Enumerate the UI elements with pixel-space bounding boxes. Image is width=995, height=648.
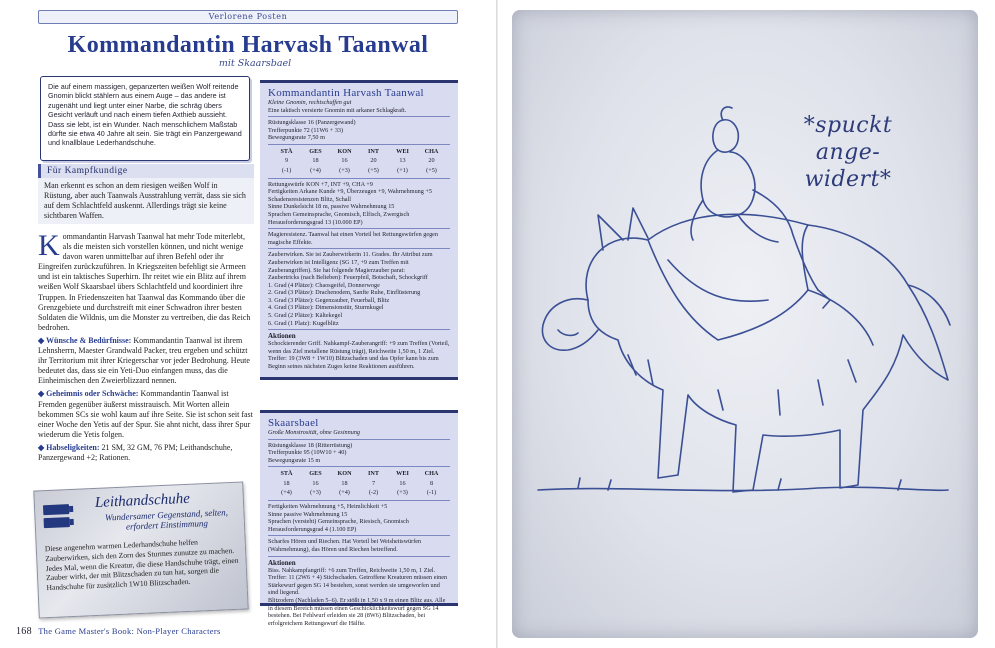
statblock-note: Eine taktisch versierte Gnomin mit arkaner Schlagkraft. xyxy=(268,106,407,114)
senses: Sinne Dunkelsicht 18 m, passive Wahrnehmung 15 xyxy=(268,203,395,211)
spell-slot: 6. Grad (1 Platz): Kugelblitz xyxy=(268,319,339,327)
divider xyxy=(268,248,450,249)
skills: Fertigkeiten Arkane Kunde +9, Überzeugen +9, Wahrnehmung +5 xyxy=(268,188,432,196)
ability-header: WEI xyxy=(396,147,409,155)
ability-value: 18 xyxy=(312,157,319,165)
quote-line: ange- xyxy=(815,140,881,165)
trait-keen-senses: Scharfes Hören und Riechen. Hat Vorteil bei Weisheitswürfen (Wahrnehmung), das Hören und Riechen betreffend. xyxy=(268,538,422,554)
languages: Sprachen Gemeinsprache, Gnomisch, Elfisch, Zwergisch xyxy=(268,210,410,218)
section-tab: Verlorene Posten xyxy=(38,10,458,24)
ability-header: INT xyxy=(367,147,379,155)
wuensche-text: Kommandantin Taanwal ist ihrem Lehnsherrn, Maester Grandwald Packer, treu ergeben und schützt ihr Territorium mit ihrer Kriegerschar vor jeder Bedrohung. Heute bedeutet das, dass sie ein Yeti-Duo einfangen muss, das die Einheimischen den Zweierblizzard nennen. xyxy=(38,335,250,386)
ability-mod: (+4) xyxy=(310,166,321,174)
ability-value: 18 xyxy=(341,479,348,487)
spellcasting: Zauberwirken. Sie ist Zauberwirkerin 11. Grades. Ihr Attribut zum Zauberwirken ist Intelligenz (SG 17, +9 zum Treffen mit Zauberangriffen). Sie hat folgende Magierzauber parat: xyxy=(268,251,433,274)
statblock-name: Kommandantin Harvash Taanwal xyxy=(268,87,424,99)
ability-mod: (+1) xyxy=(397,166,408,174)
item-subtitle: Wundersamer Gegenstand, selten, erfordert Einstimmung xyxy=(104,507,229,532)
ability-value: 7 xyxy=(371,479,376,487)
ability-header: KON xyxy=(337,470,352,478)
ability-header: INT xyxy=(367,470,379,478)
ability-header: STÄ xyxy=(280,470,293,478)
challenge: Herausforderungsgrad 4 (1.100 EP) xyxy=(268,525,357,533)
right-page xyxy=(498,0,995,648)
divider xyxy=(268,228,450,229)
geheimnis-label: ◆ Geheimnis oder Schwäche: xyxy=(38,389,139,399)
actions-heading: Aktionen xyxy=(268,332,296,341)
spell-slot: 5. Grad (2 Plätze): Kältekegel xyxy=(268,312,343,320)
npc-title: Kommandantin Harvash Taanwal xyxy=(67,32,429,58)
ability-mod: (+5) xyxy=(368,166,379,174)
hit-points: Trefferpunkte 72 (11W6 + 33) xyxy=(268,126,344,134)
spell-slot: 2. Grad (3 Plätze): Drachenodem, Sanfte Ruhe, Einflüsterung xyxy=(268,289,421,297)
ability-headers xyxy=(268,469,450,479)
divider xyxy=(268,556,450,557)
kampfkundige-heading: Für Kampfkundige xyxy=(38,164,254,178)
cantrips: Zaubertricks (nach Belieben): Feuerpfeil, Botschaft, Schockgriff xyxy=(268,274,428,282)
divider xyxy=(268,178,450,179)
npc-subtitle: mit Skaarsbael xyxy=(218,58,292,69)
ability-mods xyxy=(268,488,450,498)
ability-value: 20 xyxy=(370,157,377,165)
habe-text: 21 SM, 32 GM, 76 PM; Leithandschuhe, Panzergewand +2; Rationen. xyxy=(38,442,233,462)
ability-value: 8 xyxy=(429,479,434,487)
ability-mod: (+3) xyxy=(339,166,350,174)
ability-value: 16 xyxy=(312,479,319,487)
statblock-name: Skaarsbael xyxy=(268,417,319,429)
ability-value: 9 xyxy=(284,157,289,165)
ability-value: 16 xyxy=(399,479,406,487)
divider xyxy=(268,500,450,501)
ability-headers xyxy=(268,147,450,157)
ability-header: CHA xyxy=(424,470,439,478)
action-shocking-grasp: Schockierender Griff. Nahkampf-Zauberangriff: +9 zum Treffen (Vorteil, wenn das Ziel metallene Rüstung trägt), Reichweite 1,50 m, 1 Ziel. Treffer: 19 (3W8 + 1W10) Blitzschaden und das Opfer kann bis zum Beginn seines nächsten Zuges keine Reaktionen ausführen. xyxy=(268,340,450,371)
quote-line: widert* xyxy=(804,167,892,192)
left-page xyxy=(0,0,497,648)
ability-mod: (+3) xyxy=(310,489,321,497)
book-title: The Game Master's Book: Non-Player Characters xyxy=(38,626,221,636)
divider xyxy=(268,439,450,440)
armor-class: Rüstungsklasse 16 (Panzergewand) xyxy=(268,119,356,126)
statblock-taanwal xyxy=(260,80,458,380)
spell-slot: 1. Grad (4 Plätze): Chaosgeifel, Donnerwoge xyxy=(268,281,380,289)
senses: Sinne passive Wahrnehmung 15 xyxy=(268,510,348,518)
intro-paragraph xyxy=(38,229,254,333)
description-text: Die auf einem massigen, gepanzerten weißen Wolf reitende Gnomin blickt stählern aus einem Auge – das andere ist zugenäht und liegt unter einer Narbe, die schräg übers Gesicht verläuft und nach einem tiefen Axthieb aussieht. Dass sie lebt, ist ein Wunder. Nach menschlichem Maßstab dürfte sie etwa 40 Jahre alt sein. Sie trägt ein Panzergewand und knallblaue Lederhandschuhe. xyxy=(48,82,242,148)
languages: Sprachen (versteht) Gemeinsprache, Riesisch, Gnomisch xyxy=(268,518,409,526)
ability-header: CHA xyxy=(424,147,439,155)
drop-cap: K xyxy=(38,229,60,262)
spell-slot: 3. Grad (3 Plätze): Gegenzauber, Feuerball, Blitz xyxy=(268,296,390,304)
ability-values xyxy=(268,479,450,489)
page-number: 168 xyxy=(16,626,32,637)
gloves-icon xyxy=(41,500,76,533)
ability-values xyxy=(268,156,450,166)
ability-mod: (+5) xyxy=(426,166,437,174)
ability-mods xyxy=(268,166,450,176)
habe-label: ◆ Habseligkeiten: xyxy=(38,442,100,452)
statblock-type: Große Monstrosität, ohne Gesinnung xyxy=(268,429,361,436)
resistances: Schadensresistenzen Blitz, Schall xyxy=(268,195,351,203)
speed: Bewegungsrate 15 m xyxy=(268,456,321,464)
ability-header: GES xyxy=(309,470,322,478)
ability-header: KON xyxy=(337,147,352,155)
ability-header: WEI xyxy=(396,470,409,478)
item-card xyxy=(33,481,248,618)
ability-value: 18 xyxy=(283,479,290,487)
divider xyxy=(268,466,450,467)
challenge: Herausforderungsgrad 13 (10.000 EP) xyxy=(268,218,363,226)
description-box xyxy=(40,76,250,161)
divider xyxy=(268,144,450,145)
kampfkundige-text: Man erkennt es schon an dem riesigen weißen Wolf in Rüstung, aber auch Taanwals Ausstrahlung verrät, dass sie sich auf dem Schlachtfeld auskennt. Allerdings trägt sie keine sichtbaren Waffen. xyxy=(38,178,254,224)
ability-header: GES xyxy=(309,147,322,155)
item-text: Diese angenehm warmen Lederhandschuhe helfen Zauberwirken, sich den Zorn des Sturmes zunutze zu machen. Jedes Mal, wenn die Kreatur, die diese Handschuhe trägt, einen Zauber wirkt, der mit Blitzschaden zu tun hat, sorgen die Handschuhe für zusätzlich 1W10 Blitzschaden. xyxy=(44,537,239,593)
speed: Bewegungsrate 7,50 m xyxy=(268,134,325,142)
ability-value: 20 xyxy=(428,157,435,165)
wuensche-paragraph xyxy=(38,336,254,386)
ability-mod: (+3) xyxy=(397,489,408,497)
hit-points: Trefferpunkte 95 (10W10 + 40) xyxy=(268,449,347,457)
saving-throws: Rettungswürfe KON +7, INT +9, CHA +9 xyxy=(268,180,373,188)
quote-line: *spuckt xyxy=(803,113,893,138)
action-bite: Biss. Nahkampfangriff: +6 zum Treffen, Reichweite 1,50 m, 1 Ziel. Treffer: 11 (2W6 + 4) Stichschaden. Getroffene Kreaturen müssen einen Stärkewurf gegen SG 14 bestehen, sonst werden sie umgeworfen und sind liegend. xyxy=(268,566,448,597)
spell-slot: 4. Grad (3 Plätze): Dimensionstür, Sturmkugel xyxy=(268,304,384,312)
item-title: Leithandschuhe xyxy=(94,490,191,511)
page-footer xyxy=(16,626,221,637)
geheimnis-text: Kommandantin Taanwal ist Fremden gegenüber äußerst misstrauisch. Mit Worten allein bekommen SCs sie wohl kaum auf ihre Seite. Sie ist schon seit fast einer Woche den Yetis auf der Spur. Sie ahnt nicht, dass ihrer Spur wiederum die Yetis folgen. xyxy=(38,389,253,439)
ability-mod: (-1) xyxy=(426,489,437,497)
intro-text: ommandantin Harvash Taanwal hat mehr Tode miterlebt, als die meisten sich vorstellen können, und nicht wenige davon waren unmittelbar auf ihren Befehl oder ihr Eingreifen zurückzuführen. In Kriegszeiten befehligt sie Armeen und ist ein taktisches Superhirn. Ihr reitet wie ein Blitz auf ihrem weißen Wolf Skaarsbael übers Schlachtfeld und koordiniert ihre Truppen. In Friedenszeiten hat Taanwal das Kommando über die Grenzgebiete und durchstreift mit einer Schwadron ihrer besten Soldaten die Wildnis, um die Monster zu vertreiben, die das Reich bedrohen. xyxy=(38,232,251,332)
ability-mod: (+4) xyxy=(281,489,292,497)
ability-value: 16 xyxy=(341,157,348,165)
divider xyxy=(268,535,450,536)
kampfkundige-box xyxy=(38,164,254,226)
geheimnis-paragraph xyxy=(38,389,254,439)
statblock-skaarsbael xyxy=(260,410,458,627)
speech-quote xyxy=(788,112,908,193)
body-text xyxy=(38,229,254,466)
divider xyxy=(268,116,450,117)
ability-mod: (+4) xyxy=(339,489,350,497)
magic-resistance: Magieresistenz. Taanwal hat einen Vorteil bei Rettungswürfen gegen magische Effekte. xyxy=(268,231,439,246)
actions-heading: Aktionen xyxy=(268,558,296,567)
ability-mod: (-2) xyxy=(368,489,379,497)
skills: Fertigkeiten Wahrnehmung +5, Heimlichkeit +5 xyxy=(268,503,388,511)
wuensche-label: ◆ Wünsche & Bedürfnisse: xyxy=(38,335,132,345)
divider xyxy=(268,329,450,330)
ability-header: STÄ xyxy=(280,147,293,155)
habe-paragraph xyxy=(38,443,254,463)
ability-value: 13 xyxy=(399,157,406,165)
ability-mod: (-1) xyxy=(281,166,292,174)
armor-class: Rüstungsklasse 18 (Ritterrüstung) xyxy=(268,441,353,449)
statblock-type: Kleine Gnomin, rechtschaffen gut xyxy=(268,99,352,106)
action-lightning-breath: Blitzodem (Nachladen 5–6). Er stößt in 1,50 x 9 m einen Blitz aus. Alle in diesem Bereich müssen einen Geschicklichkeitswurf gegen SG 14 bestehen. Bei Fehlwurf erleiden sie 28 (8W6) Blitzschaden, bei erfolgreichem Rettungswurf die Hälfte. xyxy=(268,597,446,627)
